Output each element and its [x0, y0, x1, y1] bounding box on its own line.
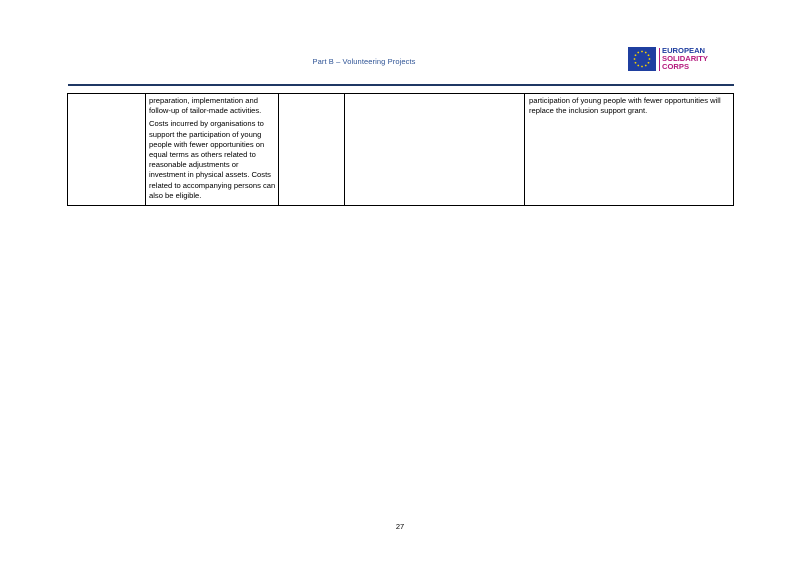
eu-flag-star — [648, 62, 650, 64]
logo-divider — [659, 48, 660, 71]
header-rule — [68, 84, 734, 86]
page-number: 27 — [395, 522, 405, 531]
cell-paragraph: participation of young people with fewer opportunities will replace the inclusion support grant. — [529, 96, 721, 116]
cell-paragraph: preparation, implementation and follow-up of tailor-made activities. — [149, 96, 262, 116]
eu-flag-star — [637, 52, 639, 54]
eu-flag-star — [641, 51, 643, 53]
table-column-divider — [145, 94, 146, 205]
table-cell-rule — [529, 96, 724, 119]
budget-table — [67, 93, 734, 206]
page-header-title: Part B – Volunteering Projects — [312, 57, 416, 66]
eu-flag-star — [634, 58, 636, 60]
european-solidarity-corps-logo — [628, 47, 720, 73]
eu-flag-star — [645, 65, 647, 67]
eu-flag-star — [641, 66, 643, 68]
logo-text-solidarity: SOLIDARITY — [662, 54, 708, 63]
eu-flag-icon — [628, 47, 656, 71]
table-column-divider — [278, 94, 279, 205]
logo-text-european: EUROPEAN — [662, 46, 706, 55]
eu-flag-star — [649, 58, 651, 60]
eu-flag-star — [648, 54, 650, 56]
cell-paragraph: Costs incurred by organisations to support the participation of young people with fewer opportunities on equal terms as others related to reasonable adjustments or investment in physical assets. Costs related to accompanying persons can also be eligible. — [149, 119, 276, 200]
logo-text-corps: CORPS — [662, 62, 690, 71]
table-column-divider — [344, 94, 345, 205]
eu-flag-star — [635, 62, 637, 64]
table-cell-eligible-costs — [149, 96, 277, 204]
table-column-divider — [524, 94, 525, 205]
eu-flag-star — [637, 65, 639, 67]
eu-flag-star — [645, 52, 647, 54]
eu-flag-star — [635, 54, 637, 56]
